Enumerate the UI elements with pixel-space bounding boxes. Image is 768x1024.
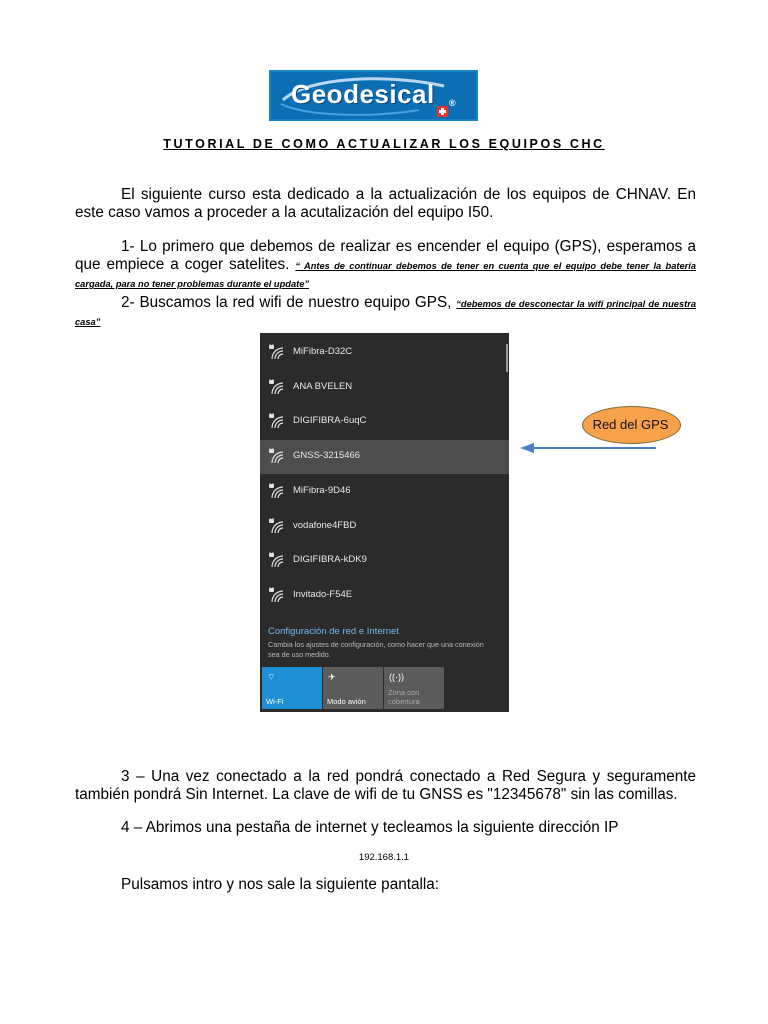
wifi-network-name: vodafone4FBD [293, 519, 357, 531]
quick-action-tile[interactable] [262, 667, 322, 709]
ip-address: 192.168.1.1 [358, 852, 410, 863]
wifi-network-name: ANA BVELEN [293, 380, 353, 392]
wifi-network-name: MiFibra-D32C [293, 346, 353, 357]
wifi-network-item[interactable] [260, 440, 509, 474]
wifi-network-item[interactable] [260, 475, 509, 509]
step-1-text: 1- Lo primero que debemos de realizar es encender el equipo (GPS), esperamos a que empiece a coger satelites. [75, 238, 696, 273]
secured-wifi-icon [268, 587, 286, 605]
quick-action-label: Wi-Fi [266, 697, 284, 706]
document-title: TUTORIAL DE COMO ACTUALIZAR LOS EQUIPOS CHC [163, 137, 605, 151]
secured-wifi-icon [268, 518, 286, 536]
wifi-icon: ⌔ [267, 672, 276, 682]
swiss-cross-icon [437, 106, 448, 117]
wifi-network-name: GNSS-3215466 [293, 450, 361, 462]
wifi-network-item[interactable] [260, 510, 509, 544]
secured-wifi-icon [268, 344, 286, 362]
secured-wifi-icon [268, 379, 286, 397]
wifi-network-item[interactable] [260, 336, 509, 370]
wifi-network-name: DIGIFIBRA-kDK9 [293, 554, 367, 566]
wifi-network-name: MiFibra-9D46 [293, 484, 351, 496]
step-2-text: 2- Buscamos la red wifi de nuestro equipo GPS, [121, 294, 452, 311]
wifi-network-name: DIGIFIBRA-6uqC [293, 415, 367, 427]
network-settings-link[interactable]: Configuración de red e Internet [268, 626, 399, 637]
registered-mark: ® [449, 98, 456, 108]
quick-action-label: Zona con cobertura [388, 688, 420, 706]
wifi-network-item[interactable] [260, 544, 509, 578]
secured-wifi-icon [268, 448, 286, 466]
wifi-network-item[interactable] [260, 579, 509, 613]
wifi-network-name: Invitado-F54E [293, 588, 353, 600]
step-1-paragraph [75, 238, 696, 292]
quick-action-label: Modo avión [327, 697, 366, 706]
network-settings-description: Cambia los ajustes de configuración, como hacer que una conexión sea de uso medido. [268, 640, 484, 659]
wifi-list-scrollbar[interactable] [506, 344, 508, 372]
hotspot-icon: ((·)) [389, 672, 404, 682]
secured-wifi-icon [268, 552, 286, 570]
quick-action-tile[interactable] [384, 667, 444, 709]
geodesical-logo [269, 70, 478, 121]
step-1-note: “ Antes de continuar debemos de tener en cuenta que el equipo debe tener la batería cargada, para no tener problemas durante el update” [75, 261, 697, 289]
intro-paragraph: El siguiente curso esta dedicado a la actualización de los equipos de CHNAV. En este caso vamos a proceder a la acutalización del equipo I50. [75, 186, 696, 221]
step-5-paragraph: Pulsamos intro y nos sale la siguiente pantalla: [121, 876, 440, 893]
step-2-note: “debemos de desconectar la wifi principal de nuestra casa” [75, 299, 696, 327]
step-4-paragraph: 4 – Abrimos una pestaña de internet y tecleamos la siguiente dirección IP [121, 819, 619, 836]
step-3-paragraph: 3 – Una vez conectado a la red pondrá conectado a Red Segura y seguramente también pondrá Sin Internet. La clave de wifi de tu GNSS es "12345678" sin las comillas. [75, 768, 696, 803]
step-2-paragraph [75, 294, 696, 330]
logo-text: Geodesical [291, 79, 435, 109]
wifi-network-item[interactable] [260, 405, 509, 439]
callout-arrow-icon [518, 442, 658, 454]
quick-action-tile[interactable] [323, 667, 383, 709]
airplane-icon: ✈ [328, 672, 336, 682]
secured-wifi-icon [268, 483, 286, 501]
secured-wifi-icon [268, 413, 286, 431]
wifi-network-item[interactable] [260, 371, 509, 405]
gps-network-callout-label: Red del GPS [592, 417, 669, 432]
